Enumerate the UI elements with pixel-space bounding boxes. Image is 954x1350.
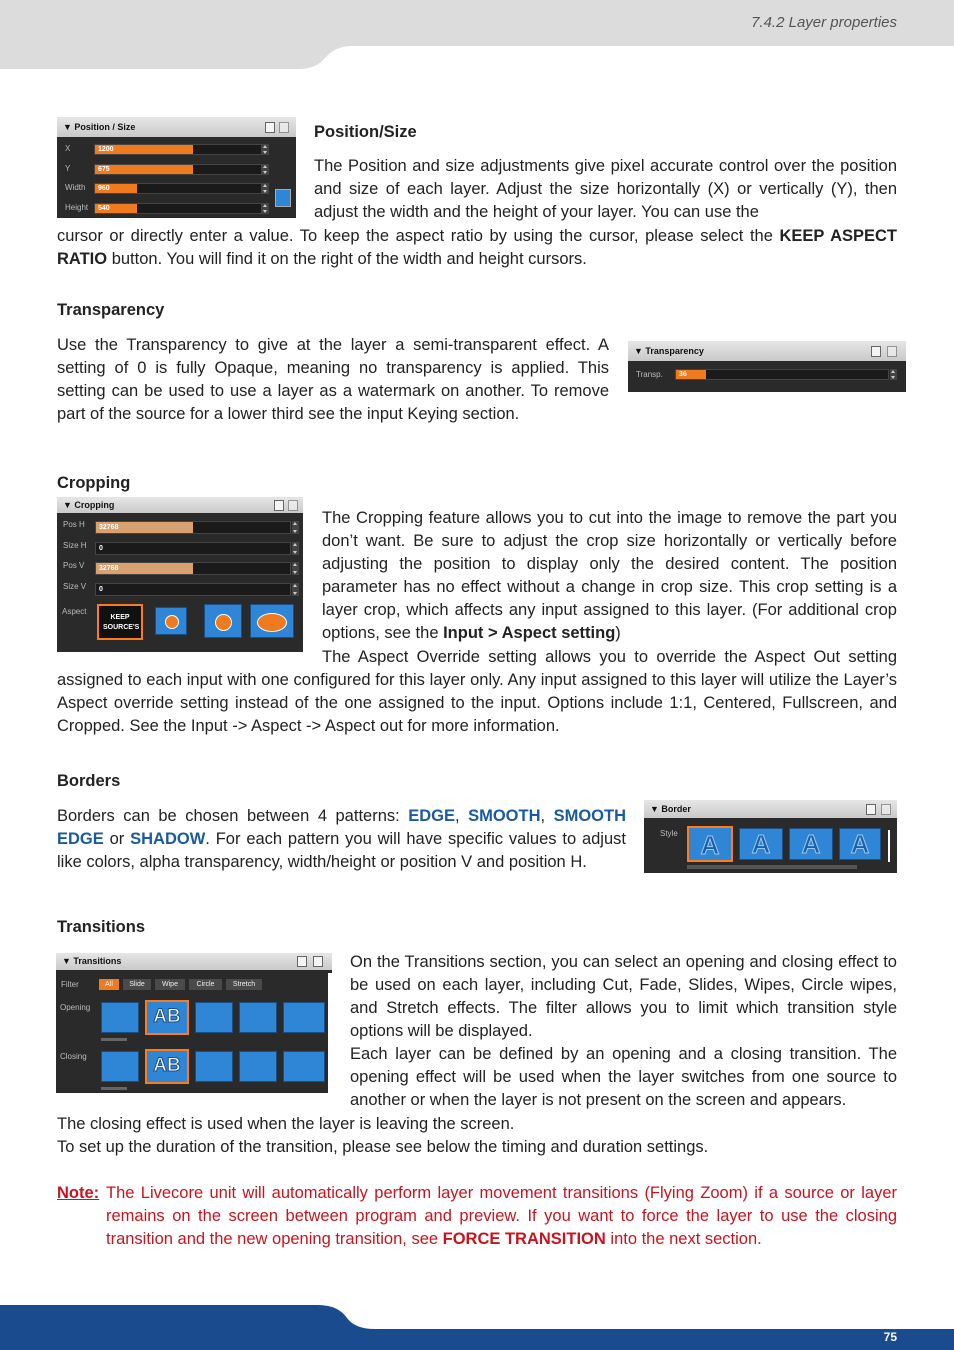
border-panel	[644, 800, 897, 873]
y-slider[interactable]: 675	[94, 164, 262, 175]
aspect-fullscreen-button[interactable]	[204, 604, 242, 638]
opening-slide3-tile[interactable]	[283, 1002, 325, 1033]
row-label: Height	[65, 203, 89, 212]
header-band	[0, 0, 954, 70]
copy-icon[interactable]	[297, 956, 307, 967]
border-shadow-tile[interactable]: A	[839, 828, 881, 860]
opening-scrollbar[interactable]	[101, 1038, 127, 1041]
copy-icon[interactable]	[866, 804, 876, 815]
size-v-slider[interactable]: 0	[95, 583, 291, 596]
panel-title: ▼ Transitions	[56, 953, 332, 970]
transparency-stepper[interactable]	[890, 369, 897, 380]
transparency-heading: Transparency	[57, 301, 165, 319]
row-label: Y	[65, 164, 71, 173]
position-size-text: cursor or directly enter a value. To keep the aspect ratio by using the cursor, please select the KEEP ASPECT RATIO button. You will find it on the right of the width and height cursors.	[57, 227, 897, 268]
pos-v-slider[interactable]: 32768	[95, 562, 291, 575]
height-slider[interactable]: 540	[94, 203, 262, 214]
closing-cut-tile[interactable]	[101, 1051, 139, 1082]
aspect-keep-source-button[interactable]: KEEP SOURCE'S	[97, 604, 143, 640]
filter-all-tab[interactable]: All	[99, 979, 119, 990]
transitions-text-top: On the Transitions section, you can select an opening and closing effect to be used on each layer, including Cut, Fade, Slides, Wipes, Circle wipes, and Stretch effects. The filter allows you to limit which transition style options will be displayed. Each layer can be defined by an opening and a closing transition. The opening effect will be used when the layer switches from one source to another or when the layer is not present on the screen and appears.	[350, 953, 897, 1109]
transitions-heading: Transitions	[57, 918, 146, 936]
panel-title: ▼ Border	[644, 800, 897, 818]
row-label: Size V	[63, 582, 87, 591]
row-label: Pos H	[63, 520, 85, 529]
row-label: Size H	[63, 541, 87, 550]
borders-text: Borders can be chosen between 4 patterns: EDGE, SMOOTH, SMOOTH EDGE or SHADOW. For each pattern you will have specific values to adjust like colors, alpha transparency, width/height or position V and position H.	[57, 807, 627, 871]
filter-stretch-tab[interactable]: Stretch	[226, 979, 262, 990]
border-smooth-edge-tile[interactable]: A	[789, 828, 833, 860]
paste-icon[interactable]	[288, 500, 298, 511]
opening-label: Opening	[60, 1003, 91, 1012]
x-slider[interactable]: 1200	[94, 144, 262, 155]
closing-scrollbar[interactable]	[101, 1087, 127, 1090]
transitions-panel-edge	[328, 973, 332, 1093]
transitions-panel	[56, 953, 332, 1093]
transparency-text: Use the Transparency to give at the layer a semi-transparent effect. A setting of 0 is fully Opaque, meaning no transparency is applied. This setting can be used to use a layer as a watermark on another. To remove part of the source for a lower third see the input Keying section.	[57, 336, 609, 423]
paste-icon[interactable]	[881, 804, 891, 815]
note-text: The Livecore unit will automatically perform layer movement transitions (Flying Zoom) if a source or layer remains on the screen between program and preview. If you want to force the layer to use the closing transition and the new opening transition, see FORCE TRANSITION into the next section.	[106, 1184, 897, 1248]
position-size-text-top: The Position and size adjustments give pixel accurate control over the position and size of each layer. Adjust the size horizontally (X) or vertically (Y), then adjust the width and the height of your layer. You can use the	[314, 157, 897, 221]
border-smooth-tile[interactable]: A	[739, 828, 783, 860]
keep-aspect-ratio-button[interactable]	[275, 189, 291, 207]
footer-band	[0, 1300, 954, 1350]
row-label: Width	[65, 183, 86, 192]
cropping-text-top: The Cropping feature allows you to cut into the image to remove the part you don’t want. Be sure to adjust the crop size horizontally or vertically before adjusting the position to display only the desired content. The position parameter has no effect without a change in crop size. This crop setting is a layer crop, which affects any input assigned to this layer. (For additional crop options, see the Input > Aspect setting)	[322, 509, 897, 642]
cropping-panel	[57, 497, 303, 652]
header-title: 7.4.2 Layer properties	[751, 14, 897, 31]
size-h-stepper[interactable]	[292, 542, 299, 555]
closing-stretch-tile[interactable]	[283, 1051, 325, 1082]
width-stepper[interactable]	[262, 183, 269, 194]
aspect-centered-button[interactable]	[155, 607, 187, 635]
border-edge-tile[interactable]: A	[687, 826, 733, 862]
position-size-heading: Position/Size	[314, 123, 417, 141]
aspect-override-text: The Aspect Override setting allows you to override the Aspect Out setting assigned to each input with one configured for this layer only. Any input assigned to this layer will utilize the Layer’s Aspect override setting instead of the one assigned to the input. Options include 1:1, Centered, Fullscreen, and Cropped. See the Input -> Aspect -> Aspect out for more information.	[57, 648, 897, 735]
position-size-panel	[57, 117, 296, 218]
opening-slide-tile[interactable]	[195, 1002, 233, 1033]
border-scrollbar[interactable]	[687, 865, 857, 869]
panel-title: ▼ Position / Size	[57, 117, 296, 137]
copy-icon[interactable]	[265, 122, 275, 133]
closing-fade-tile[interactable]: AB	[145, 1049, 189, 1084]
page-number: 75	[883, 1330, 897, 1344]
transparency-slider[interactable]: 36	[675, 369, 889, 380]
copy-icon[interactable]	[871, 346, 881, 357]
aspect-label: Aspect	[62, 607, 87, 616]
aspect-cropped-button[interactable]	[250, 604, 294, 638]
closing-slide-tile[interactable]	[195, 1051, 233, 1082]
style-label: Style	[660, 829, 678, 838]
transparency-panel	[628, 341, 906, 392]
paste-icon[interactable]	[887, 346, 897, 357]
opening-slide2-tile[interactable]	[239, 1002, 277, 1033]
opening-fade-tile[interactable]: AB	[145, 1000, 189, 1035]
filter-slide-tab[interactable]: Slide	[123, 979, 151, 990]
copy-icon[interactable]	[274, 500, 284, 511]
paste-icon[interactable]	[313, 956, 323, 967]
border-scroll-edge	[888, 830, 890, 862]
size-v-stepper[interactable]	[292, 583, 299, 596]
pos-h-stepper[interactable]	[292, 521, 299, 534]
x-stepper[interactable]	[262, 144, 269, 155]
row-label: X	[65, 144, 71, 153]
y-stepper[interactable]	[262, 164, 269, 175]
pos-h-slider[interactable]: 32768	[95, 521, 291, 534]
filter-wipe-tab[interactable]: Wipe	[155, 979, 185, 990]
row-label: Pos V	[63, 561, 85, 570]
width-slider[interactable]: 960	[94, 183, 262, 194]
borders-heading: Borders	[57, 772, 121, 790]
panel-title: ▼ Transparency	[628, 341, 906, 361]
transp-label: Transp.	[636, 370, 663, 379]
size-h-slider[interactable]: 0	[95, 542, 291, 555]
panel-title: ▼ Cropping	[57, 497, 303, 513]
height-stepper[interactable]	[262, 203, 269, 214]
pos-v-stepper[interactable]	[292, 562, 299, 575]
opening-cut-tile[interactable]	[101, 1002, 139, 1033]
closing-label: Closing	[60, 1052, 87, 1061]
filter-label: Filter	[61, 980, 79, 989]
cropping-heading: Cropping	[57, 474, 131, 492]
transitions-layer-text: The closing effect is used when the layer is leaving the screen.	[57, 1115, 515, 1133]
transitions-duration-text: To set up the duration of the transition, please see below the timing and duration settings.	[57, 1138, 709, 1156]
filter-circle-tab[interactable]: Circle	[189, 979, 222, 990]
note-label: Note:	[57, 1184, 100, 1202]
closing-slide2-tile[interactable]	[239, 1051, 277, 1082]
paste-icon[interactable]	[279, 122, 289, 133]
